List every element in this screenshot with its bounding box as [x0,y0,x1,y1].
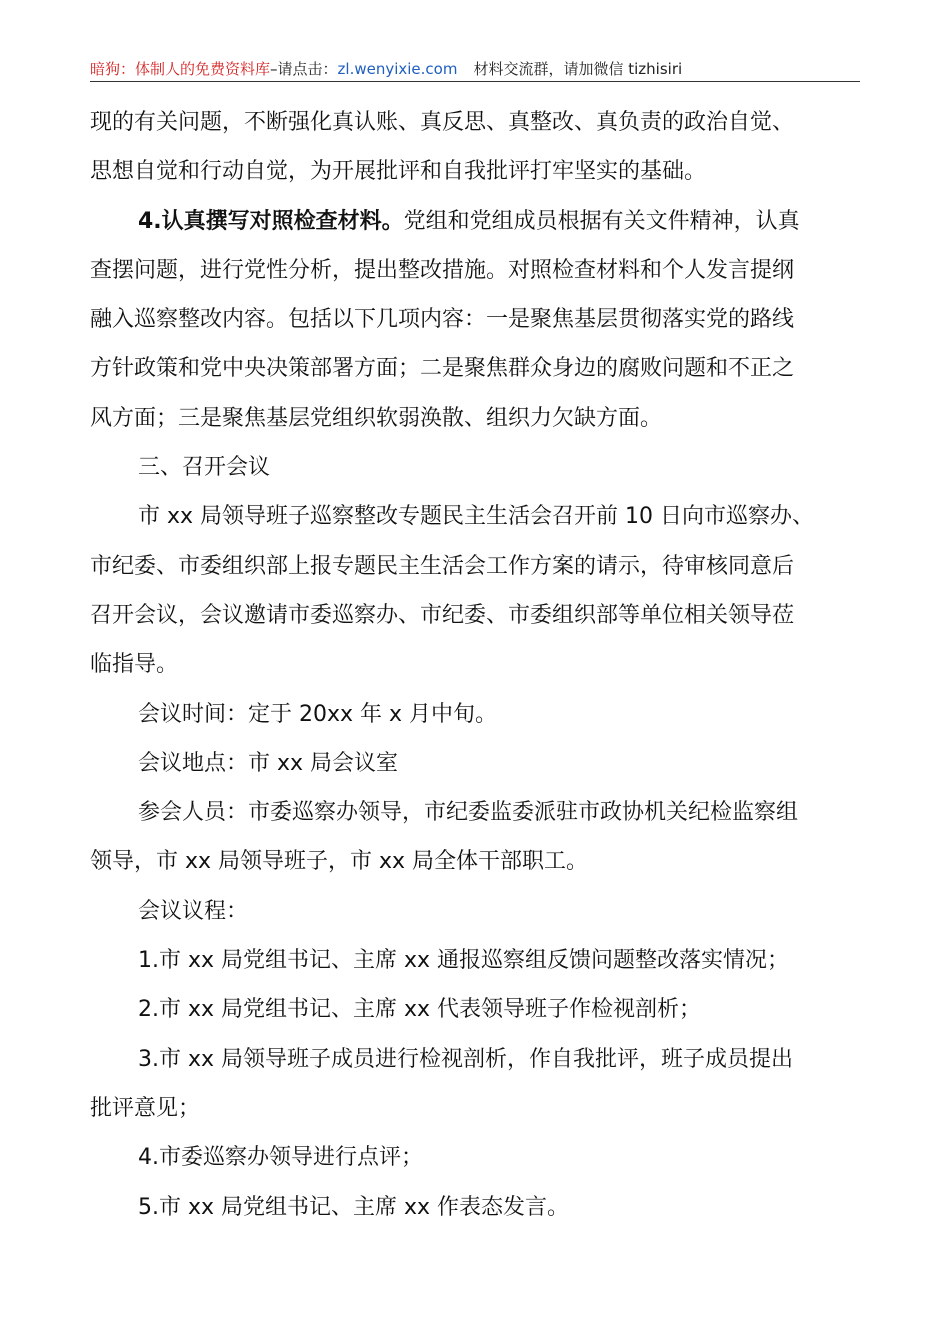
attendees-line: 领导，市 xx 局领导班子，市 xx 局全体干部职工。 [90,849,589,875]
agenda-item: 2.市 xx 局党组书记、主席 xx 代表领导班子作检视剖析； [138,997,702,1023]
header-group-note: 材料交流群，请加微信 tizhisiri [473,60,683,78]
header-divider [90,81,860,82]
header-link[interactable]: zl.wenyixie.com [337,60,458,78]
document-body [90,98,870,1232]
text-line: 思想自觉和行动自觉，为开展批评和自我批评打牢坚实的基础。 [90,159,707,185]
text-line: 召开会议，会议邀请市委巡察办、市纪委、市委组织部等单位相关领导莅 [90,602,795,628]
header-brand: 暗狗：体制人的免费资料库 [90,60,271,78]
text-line: 临指导。 [90,652,179,678]
text-line: 查摆问题，进行党性分析，提出整改措施。对照检查材料和个人发言提纲 [90,257,795,283]
text-line: 风方面；三是聚焦基层党组织软弱涣散、组织力欠缺方面。 [90,405,663,431]
meeting-place: 会议地点：市 xx 局会议室 [138,750,399,776]
section-title: 三、召开会议 [138,455,271,481]
text-line: 市 xx 局领导班子巡察整改专题民主生活会召开前 10 日向市巡察办、 [138,504,815,530]
text-line: 方针政策和党中央决策部署方面；二是聚焦群众身边的腐败问题和不正之 [90,356,795,382]
text-line: 融入巡察整改内容。包括以下几项内容：一是聚焦基层贯彻落实党的路线 [90,307,795,333]
text-line: 现的有关问题，不断强化真认账、真反思、真整改、真负责的政治自觉、 [90,110,795,135]
header-click-prompt: –请点击： [270,60,338,78]
attendees-line: 参会人员：市委巡察办领导，市纪委监委派驻市政协机关纪检监察组 [138,800,799,826]
agenda-item: 4.市委巡察办领导进行点评； [138,1145,423,1171]
page-header [90,58,860,80]
agenda-item: 3.市 xx 局领导班子成员进行检视剖析，作自我批评，班子成员提出 [138,1046,794,1072]
agenda-item-continued: 批评意见； [90,1095,201,1121]
text-line: 市纪委、市委组织部上报专题民主生活会工作方案的请示，待审核同意后 [90,553,795,579]
agenda-title: 会议议程： [138,898,249,924]
agenda-item: 1.市 xx 局党组书记、主席 xx 通报巡察组反馈问题整改落实情况； [138,948,790,974]
meeting-time: 会议时间：定于 20xx 年 x 月中旬。 [138,701,498,727]
item4-first-line: 党组和党组成员根据有关文件精神，认真 [403,208,800,234]
agenda-item: 5.市 xx 局党组书记、主席 xx 作表态发言。 [138,1194,570,1220]
item4-paragraph-first-line [90,197,870,246]
item4-heading: 4.认真撰写对照检查材料。 [138,208,404,234]
